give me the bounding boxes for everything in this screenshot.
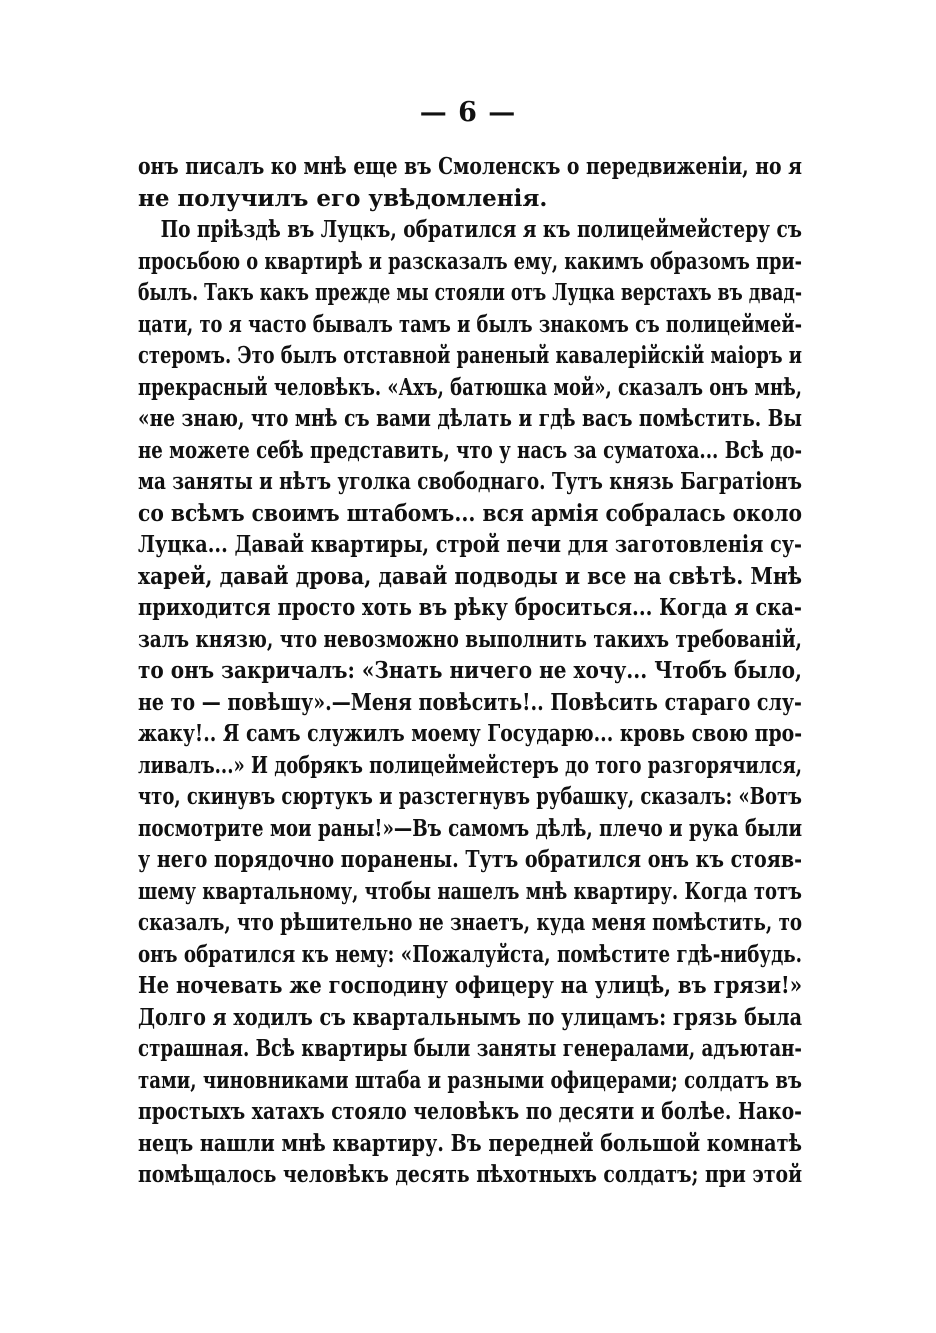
- text-line: «не знаю, что мнѣ съ вами дѣлать и гдѣ васъ помѣстить. Вы: [138, 405, 802, 432]
- text-line: ливалъ...» И добрякъ полицеймейстеръ до того разгорячился,: [138, 751, 803, 779]
- text-line: Не ночевать же господину офицеру на улицѣ, въ грязи!»: [138, 972, 803, 999]
- text-line: не можете себѣ представить, что у насъ за суматоха... Всѣ до-: [138, 436, 802, 464]
- text-line: ма заняты и нѣтъ уголка свободнаго. Тутъ князь Багратіонъ: [138, 468, 802, 495]
- text-line: тами, чиновниками штаба и разными офицерами; солдатъ въ: [138, 1066, 802, 1094]
- text-line: нецъ нашли мнѣ квартиру. Въ передней большой комнатѣ: [138, 1129, 803, 1157]
- text-line: у него порядочно поранены. Тутъ обратился онъ къ стояв-: [138, 846, 802, 873]
- text-line: онъ писалъ ко мнѣ еще въ Смоленскъ о передвиженіи, но я: [138, 153, 802, 180]
- body-text: [138, 151, 802, 1191]
- text-line: страшная. Всѣ квартиры были заняты генералами, адъютан-: [138, 1035, 802, 1062]
- text-line: онъ обратился къ нему: «Пожалуйста, помѣстите гдѣ-нибудь.: [138, 940, 802, 968]
- text-line: простыхъ хатахъ стояло человѣкъ по десяти и болѣе. Нако-: [138, 1098, 802, 1125]
- text-line: посмотрите мои раны!»—Въ самомъ дѣлѣ, плечо и рука были: [138, 814, 803, 842]
- text-line: залъ князю, что невозможно выполнить такихъ требованій,: [138, 625, 802, 653]
- page-number: — 6 —: [419, 97, 517, 128]
- text-line: то онъ закричалъ: «Знать ничего не хочу... Чтобъ было,: [138, 657, 802, 684]
- text-line: не получилъ его увѣдомленія.: [138, 184, 548, 212]
- text-line: со всѣмъ своимъ штабомъ... вся армія собралась около: [138, 499, 803, 527]
- text-line: приходится просто хоть въ рѣку броситься... Когда я ска-: [138, 594, 803, 621]
- text-line: харей, давай дрова, давай подводы и все на свѣтѣ. Мнѣ: [138, 562, 802, 590]
- text-line: стеромъ. Это былъ отставной раненый кавалерійскій маіоръ и: [138, 342, 803, 369]
- text-line: жаку!.. Я самъ служилъ моему Государю... кровь свою про-: [138, 720, 803, 747]
- text-line: По пріѣздѣ въ Луцкъ, обратился я къ полицеймейстеру съ: [160, 216, 803, 243]
- text-line: что, скинувъ сюртукъ и разстегнувъ рубашку, сказалъ: «Вотъ: [138, 783, 802, 810]
- text-line: шему квартальному, чтобы нашелъ мнѣ квартиру. Когда тотъ: [138, 877, 802, 905]
- text-line: прекрасный человѣкъ. «Ахъ, батюшка мой», сказалъ онъ мнѣ,: [138, 373, 802, 401]
- text-line: былъ. Такъ какъ прежде мы стояли отъ Луцка верстахъ въ двад-: [138, 279, 802, 306]
- text-line: сказалъ, что рѣшительно не знаетъ, куда меня помѣстить, то: [138, 909, 803, 936]
- text-line: Луцка... Давай квартиры, строй печи для заготовленія су-: [138, 531, 803, 558]
- text-line: Долго я ходилъ съ квартальнымъ по улицамъ: грязь была: [138, 1003, 803, 1031]
- text-line: просьбою о квартирѣ и разсказалъ ему, какимъ образомъ при-: [138, 247, 803, 275]
- text-line: помѣщалось человѣкъ десять пѣхотныхъ солдатъ; при этой: [138, 1161, 803, 1188]
- text-line: цати, то я часто бывалъ тамъ и былъ знакомъ съ полицеймей-: [138, 310, 802, 338]
- text-line: не то — повѣшу».—Меня повѣсить!.. Повѣсить стараго слу-: [138, 688, 802, 716]
